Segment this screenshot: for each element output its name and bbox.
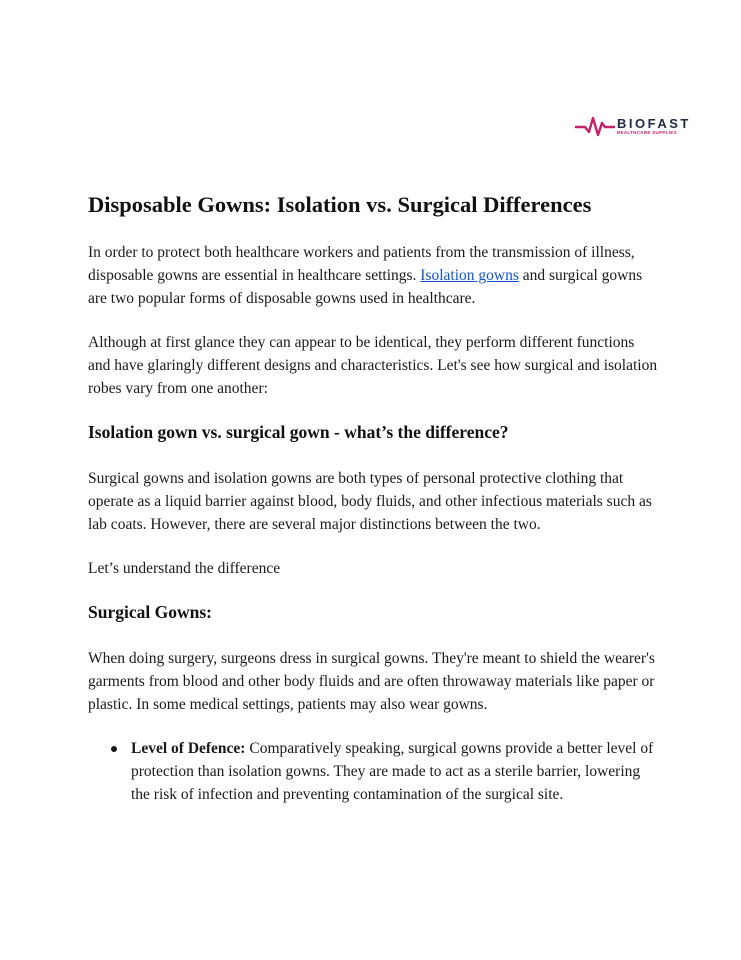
bullet-list (88, 737, 658, 806)
intro-text-before-link: In order to protect both healthcare workers and patients from the transmission of illness, disposable gowns are essential in healthcare settings. (88, 244, 635, 285)
ppe-paragraph: Surgical gowns and isolation gowns are both types of personal protective clothing that operate as a liquid barrier against blood, body fluids, and other infectious materials such as lab coats. However, there are several major distinctions between the two. (88, 470, 652, 533)
bullet-label: Level of Defence: (131, 739, 246, 757)
intro-text-after-link: and surgical gowns are two popular forms of disposable gowns used in healthcare. (88, 267, 643, 308)
difference-heading: Isolation gown vs. surgical gown - what’s the difference? (88, 422, 509, 443)
brand-logo (575, 114, 691, 138)
heartbeat-icon (575, 114, 615, 138)
brand-name: BIOFAST (617, 115, 691, 131)
surgical-gowns-paragraph: When doing surgery, surgeons dress in surgical gowns. They're meant to shield the wearer's garments from blood and other body fluids and are often throwaway materials like paper or plastic. In some medical settings, patients may also wear gowns. (88, 649, 655, 713)
brand-tagline: HEALTHCARE SUPPLIES (617, 129, 677, 135)
surgical-gowns-heading: Surgical Gowns: (88, 602, 212, 622)
understand-paragraph: Let’s understand the difference (88, 560, 281, 577)
isolation-gowns-link[interactable]: Isolation gowns (420, 267, 519, 285)
bullet-text: Comparatively speaking, surgical gowns provide a better level of protection than isolation gowns. They are made to act as a sterile barrier, lowering the risk of infection and preventing contamination of the surgical site. (131, 739, 654, 803)
intro-paragraph (88, 241, 658, 310)
article-body (88, 190, 658, 806)
comparison-paragraph: Although at first glance they can appear to be identical, they perform different functions and have glaringly different designs and characteristics. Let's see how surgical and isolation robes vary from one another: (88, 334, 658, 398)
brand-text (617, 117, 691, 136)
list-item (131, 737, 658, 806)
article-title: Disposable Gowns: Isolation vs. Surgical Differences (88, 192, 592, 217)
